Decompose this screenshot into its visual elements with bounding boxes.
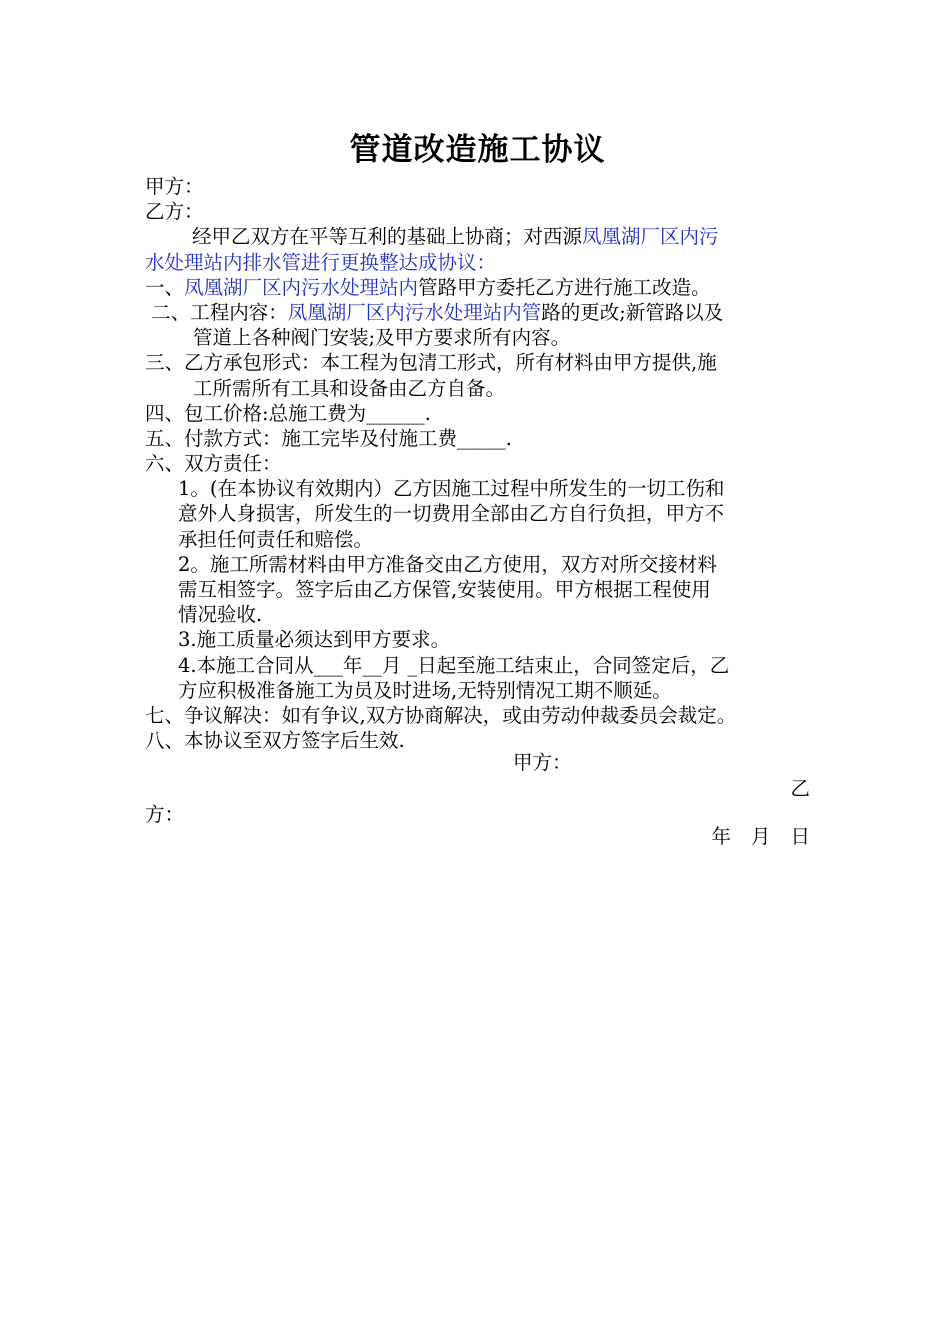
party-b-line: 乙方： (145, 200, 204, 224)
date-day: 日 (790, 825, 810, 848)
intro-line-2: 水处理站内排水管进行更换整达成协议： (145, 250, 497, 274)
clause-1-text: 管路甲方委托乙方进行施工改造。 (418, 275, 711, 299)
resp-2-line-3: 情况验收. (178, 603, 263, 627)
intro-text: 经甲乙双方在平等互利的基础上协商；对西源 (192, 225, 583, 249)
clause-2-text: 路的更改;新管路以及 (541, 300, 724, 324)
intro-location: 凤凰湖厂区内污 (582, 225, 719, 249)
resp-2-line-2: 需互相签字。签字后由乙方保管,安装使用。甲方根据工程使用 (178, 578, 711, 601)
resp-3: 3.施工质量必须达到甲方要求。 (178, 628, 451, 652)
resp-4-line-2: 方应积极准备施工为员及时进场,无特别情况工期不顺延。 (178, 678, 672, 702)
clause-6: 六、双方责任： (145, 452, 282, 476)
clause-7: 七、争议解决：如有争议,双方协商解决，或由劳动仲裁委员会裁定。 (145, 703, 737, 727)
party-a-line: 甲方： (145, 175, 204, 198)
clause-3: 三、乙方承包形式：本工程为包清工形式，所有材料由甲方提供,施 (145, 351, 717, 375)
clause-2-location: 凤凰湖厂区内污水处理站内管 (287, 300, 542, 324)
resp-1-line-2: 意外人身损害，所发生的一切费用全部由乙方自行负担，甲方不 (178, 502, 725, 526)
clause-2-cont: 管道上各种阀门安装;及甲方要求所有内容。 (193, 326, 571, 350)
clause-5: 五、付款方式：施工完毕及付施工费_____. (145, 426, 512, 450)
signature-date (145, 821, 810, 849)
date-year: 年 (711, 825, 731, 848)
signature-party-a: 甲方： (513, 751, 572, 774)
clause-3-cont: 工所需所有工具和设备由乙方自备。 (193, 376, 506, 400)
document-title: 管道改造施工协议 (349, 132, 606, 168)
clause-1-num: 一、 (145, 275, 185, 299)
signature-party-b-second: 方： (145, 803, 185, 826)
resp-4-line-1: 4.本施工合同从___年__月 _日起至施工结束止，合同签定后，乙 (178, 653, 730, 677)
clause-1-location: 凤凰湖厂区内污水处理站内 (184, 275, 419, 299)
clause-2-head: 二、工程内容： (145, 300, 288, 324)
resp-1-line-1: 1。(在本协议有效期内）乙方因施工过程中所发生的一切工伤和 (178, 477, 725, 501)
clause-4: 四、包工价格:总施工费为______. (145, 401, 431, 425)
resp-1-line-3: 承担任何责任和赔偿。 (178, 527, 374, 551)
signature-party-b-first: 乙 (790, 777, 810, 800)
resp-2-line-1: 2。施工所需材料由甲方准备交由乙方使用，双方对所交接材料 (178, 552, 717, 576)
date-month: 月 (750, 825, 771, 848)
clause-2 (145, 300, 810, 325)
clause-1 (145, 275, 810, 300)
document-body (145, 174, 810, 753)
intro-line-1 (145, 224, 810, 249)
clause-8: 八、本协议至双方签字后生效. (145, 729, 405, 753)
